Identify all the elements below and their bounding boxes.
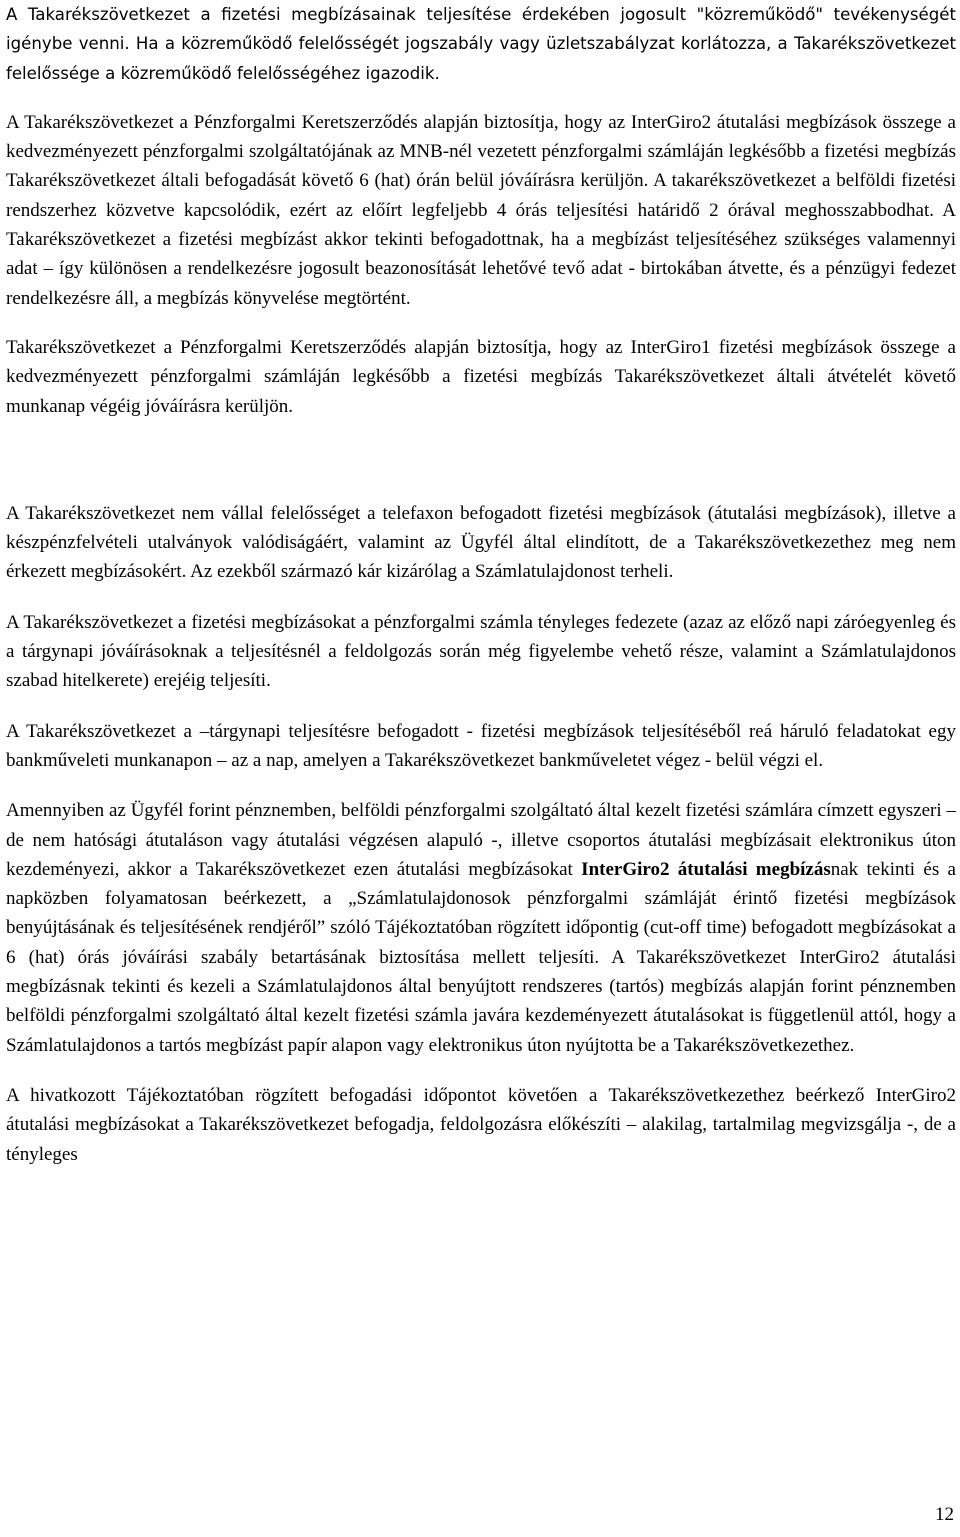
paragraph-electronic-orders-part2: nak tekinti és a napközben folyamatosan beérkezett, a „Számlatulajdonosok pénzforgalmi számláját érintő fizetési megbízások benyújtásának és teljesítésének rendjéről” szóló Tájékoztatóban rögzített időpontig (cut-off time) befogadott megbízásokat a 6 (hat) órás jóváírási szabály betartásának biztosítása mellett teljesíti. A Takarékszövetkezet InterGiro2 átutalási megbízásnak tekinti és kezeli a Számlatulajdonos által benyújtott rendszeres (tartós) megbízás alapján forint pénznemben belföldi pénzforgalmi szolgáltató által kezelt fizetési számla javára kezdeményezett átutalásokat is függetlenül attól, hogy a Számlatulajdonos a tartós megbízást papír alapon vagy elektronikus úton nyújtotta be a Takarékszövetkezethez. — [6, 858, 956, 1056]
page-number: 12 — [935, 1504, 954, 1525]
paragraph-intergiro1-deadline: Takarékszövetkezet a Pénzforgalmi Keretszerződés alapján biztosítja, hogy az InterGiro1 fizetési megbízások összege a kedvezményezett pénzforgalmi számláján legkésőbb a fizetési megbízás Takarékszövetkezet általi átvételét követő munkanap végéig jóváírásra kerüljön. — [6, 336, 956, 417]
paragraph-coverage: A Takarékszövetkezet a fizetési megbízásokat a pénzforgalmi számla tényleges fedezete (azaz az előző napi záróegyenleg és a tárgynapi jóváírásoknak a teljesítésnél a feldolgozás során még figyelembe vehető része, valamint a Számlatulajdonos szabad hitelkerete) erejéig teljesíti. — [6, 611, 956, 692]
paragraph-after-cutoff: A hivatkozott Tájékoztatóban rögzített befogadási időpontot követően a Takarékszövetkezethez beérkező InterGiro2 átutalási megbízásokat a Takarékszövetkezet befogadja, feldolgozásra előkészíti – alakilag, tartalmilag megvizsgálja -, de a tényleges — [6, 1084, 956, 1165]
paragraph-liability-fax: A Takarékszövetkezet nem vállal felelősséget a telefaxon befogadott fizetési megbízások (átutalási megbízások), illetve a készpénzfelvételi utalványok valódiságáért, valamint az Ügyfél által elindított, de a Takarékszövetkezethez meg nem érkezett megbízásokért. Az ezekből származó kár kizárólag a Számlatulajdonost terheli. — [6, 502, 956, 583]
paragraph-electronic-orders-part1: Amennyiben az Ügyfél forint pénznemben, belföldi pénzforgalmi szolgáltató által kezelt fizetési számlára címzett egyszeri – de nem hatósági átutaláson vagy átutalási végzésen alapuló -, illetve csoportos átutalási megbízásait elektronikus úton kezdeményezi, akkor a Takarékszövetkezet ezen átutalási megbízásokat — [6, 800, 956, 880]
paragraph-intergiro2-deadline: A Takarékszövetkezet a Pénzforgalmi Keretszerződés alapján biztosítja, hogy az InterGiro2 átutalási megbízások összege a kedvezményezett pénzforgalmi szolgáltatójának az MNB-nél vezetett pénzforgalmi számláján legkésőbb a fizetési megbízás Takarékszövetkezet általi befogadását követő 6 (hat) órán belül jóváírásra kerüljön. A takarékszövetkezet a belföldi fizetési rendszerhez közvetve kapcsolódik, ezért az előírt legfeljebb 4 órás teljesítési határidő 2 órával meghosszabbodhat. A Takarékszövetkezet a fizetési megbízást akkor tekinti befogadottnak, ha a megbízást teljesítéséhez szükséges valamennyi adat – így különösen a rendelkezésre jogosult beazonosítását lehetővé tevő adat - birtokában átvette, és a pénzügyi fedezet rendelkezésre áll, a megbízás könyvelése megtörtént. — [6, 111, 956, 309]
paragraph-processing-day: A Takarékszövetkezet a –tárgynapi teljesítésre befogadott - fizetési megbízások teljesítéséből reá háruló feladatokat egy bankműveleti munkanapon – az a nap, amelyen a Takarékszövetkezet bankműveletet végez - belül végzi el. — [6, 720, 956, 771]
document-page — [6, 0, 956, 1169]
paragraph-electronic-orders-bold: InterGiro2 átutalási megbízás — [581, 858, 831, 880]
paragraph-intermediary: A Takarékszövetkezet a fizetési megbízásainak teljesítése érdekében jogosult "közreműködő" tevékenységét igénybe venni. Ha a közreműködő felelősségét jogszabály vagy üzletszabályzat korlátozza, a Takarékszövetkezet felelőssége a közreműködő felelősségéhez igazodik. — [6, 5, 956, 83]
paragraph-electronic-orders — [6, 796, 956, 1060]
